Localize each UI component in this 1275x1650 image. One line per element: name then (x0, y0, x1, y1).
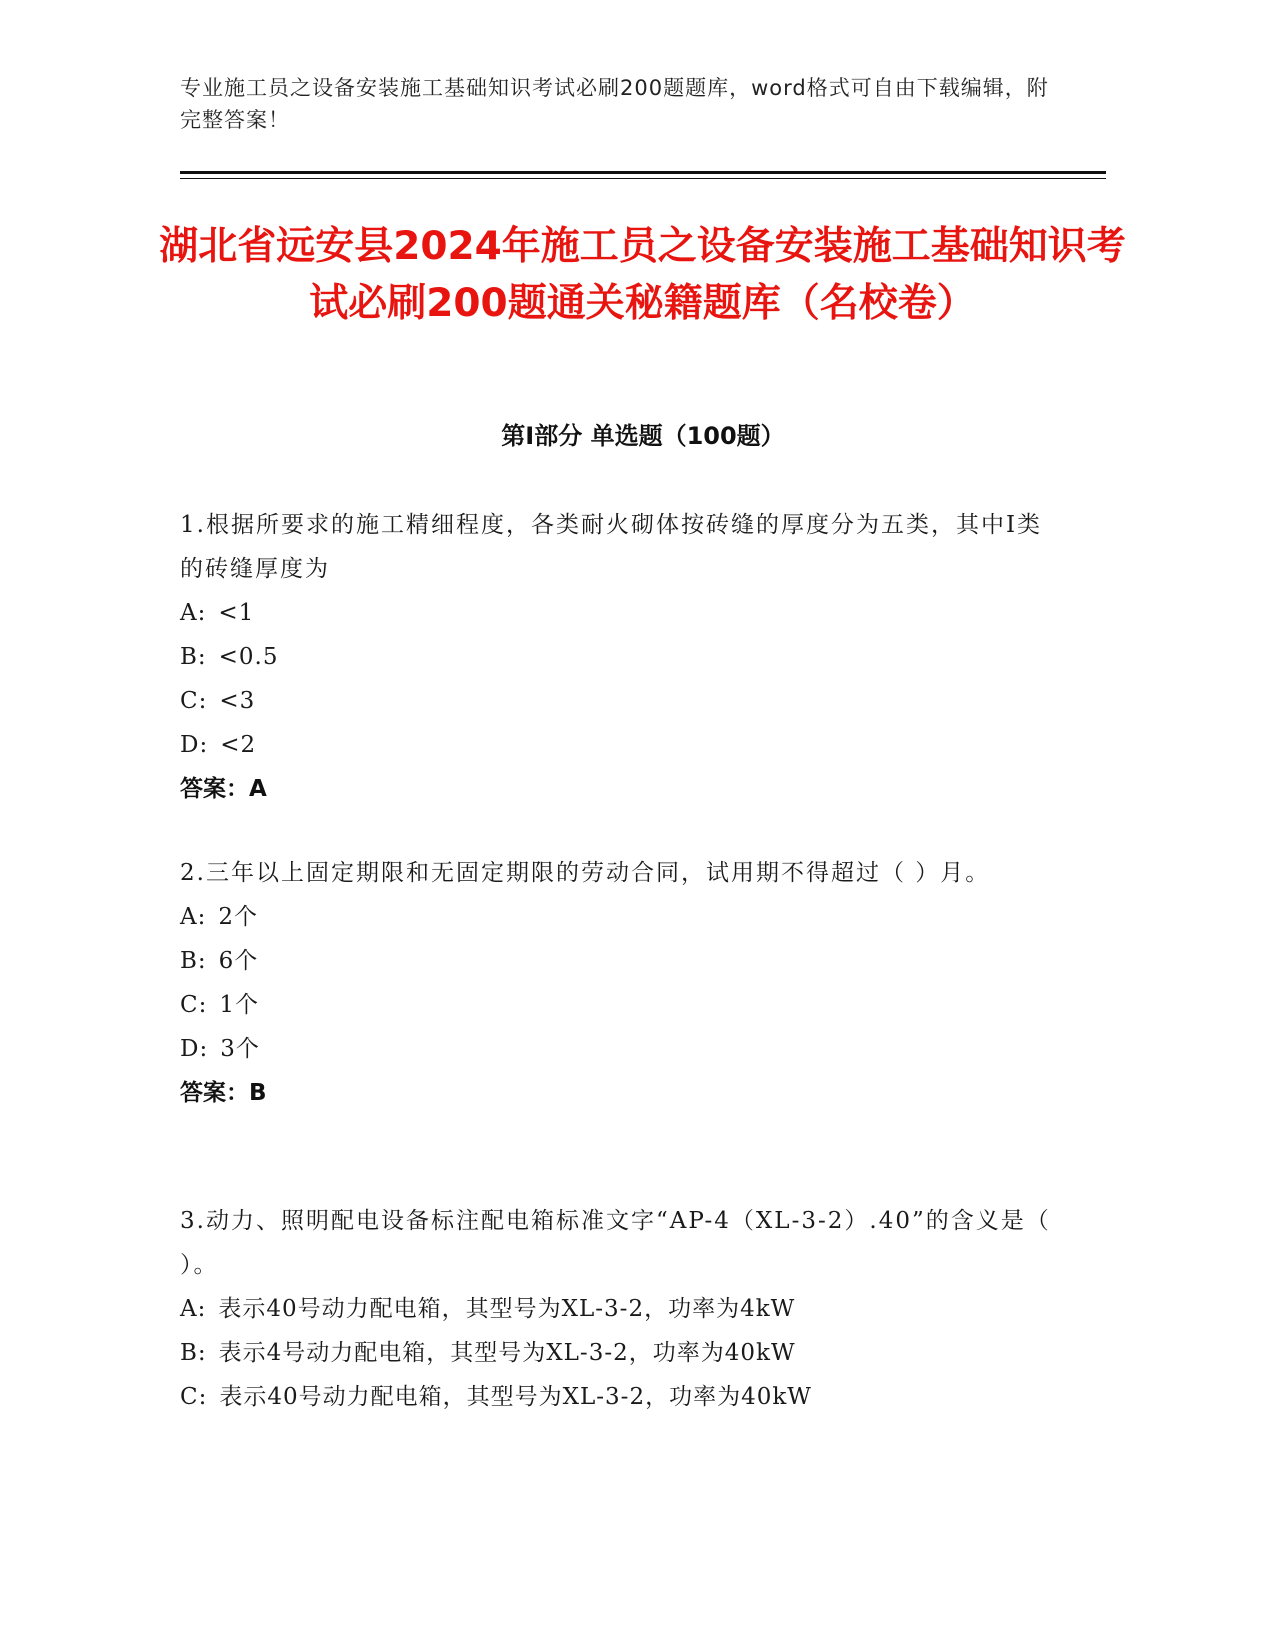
question-2 (180, 851, 1060, 1115)
option-text: 表示40号动力配电箱，其型号为XL-3-2，功率为4kW (218, 1296, 796, 1322)
option-d (180, 723, 1060, 767)
option-text: <0.5 (218, 644, 279, 670)
option-letter: A: (180, 904, 207, 930)
section-heading: 第I部分 单选题（100题） (501, 422, 785, 450)
option-text: 1个 (219, 992, 259, 1018)
option-letter: A: (180, 1296, 207, 1322)
option-text: 3个 (220, 1036, 260, 1062)
option-letter: C: (180, 1384, 208, 1410)
option-b (180, 939, 1060, 983)
option-letter: D: (180, 732, 209, 758)
option-letter: B: (180, 1340, 207, 1366)
option-a (180, 895, 1060, 939)
option-text: 表示4号动力配电箱，其型号为XL-3-2，功率为40kW (218, 1340, 796, 1366)
option-d (180, 1027, 1060, 1071)
option-letter: A: (180, 600, 207, 626)
option-letter: B: (180, 644, 207, 670)
option-c (180, 1375, 1060, 1419)
question-3 (180, 1199, 1060, 1419)
question-stem: 1.根据所要求的施工精细程度，各类耐火砌体按砖缝的厚度分为五类，其中I类的砖缝厚度为 (180, 512, 1043, 582)
document-title: 湖北省远安县2024年施工员之设备安装施工基础知识考试必刷200题通关秘籍题库（名校卷） (159, 224, 1126, 326)
option-letter: C: (180, 992, 208, 1018)
option-text: <2 (220, 732, 257, 758)
answer: 答案：B (180, 1080, 267, 1106)
option-b (180, 1331, 1060, 1375)
option-letter: C: (180, 688, 208, 714)
question-stem: 3.动力、照明配电设备标注配电箱标准文字“AP-4（XL-3-2）.40”的含义是（ ）。 (180, 1208, 1051, 1278)
option-a (180, 591, 1060, 635)
option-c (180, 679, 1060, 723)
option-text: 6个 (218, 948, 259, 974)
header-divider-thin (180, 178, 1106, 179)
option-a (180, 1287, 1060, 1331)
question-1 (180, 503, 1060, 811)
option-text: <1 (218, 600, 255, 626)
option-text: <3 (219, 688, 256, 714)
option-text: 2个 (218, 904, 258, 930)
option-text: 表示40号动力配电箱，其型号为XL-3-2，功率为40kW (219, 1384, 812, 1410)
option-c (180, 983, 1060, 1027)
header-divider-thick (180, 171, 1106, 174)
header-note: 专业施工员之设备安装施工基础知识考试必刷200题题库，word格式可自由下载编辑，附完整答案！ (180, 76, 1049, 132)
answer: 答案：A (180, 776, 267, 802)
option-letter: B: (180, 948, 207, 974)
option-letter: D: (180, 1036, 209, 1062)
option-b (180, 635, 1060, 679)
question-stem: 2.三年以上固定期限和无固定期限的劳动合同，试用期不得超过（ ）月。 (180, 860, 991, 886)
